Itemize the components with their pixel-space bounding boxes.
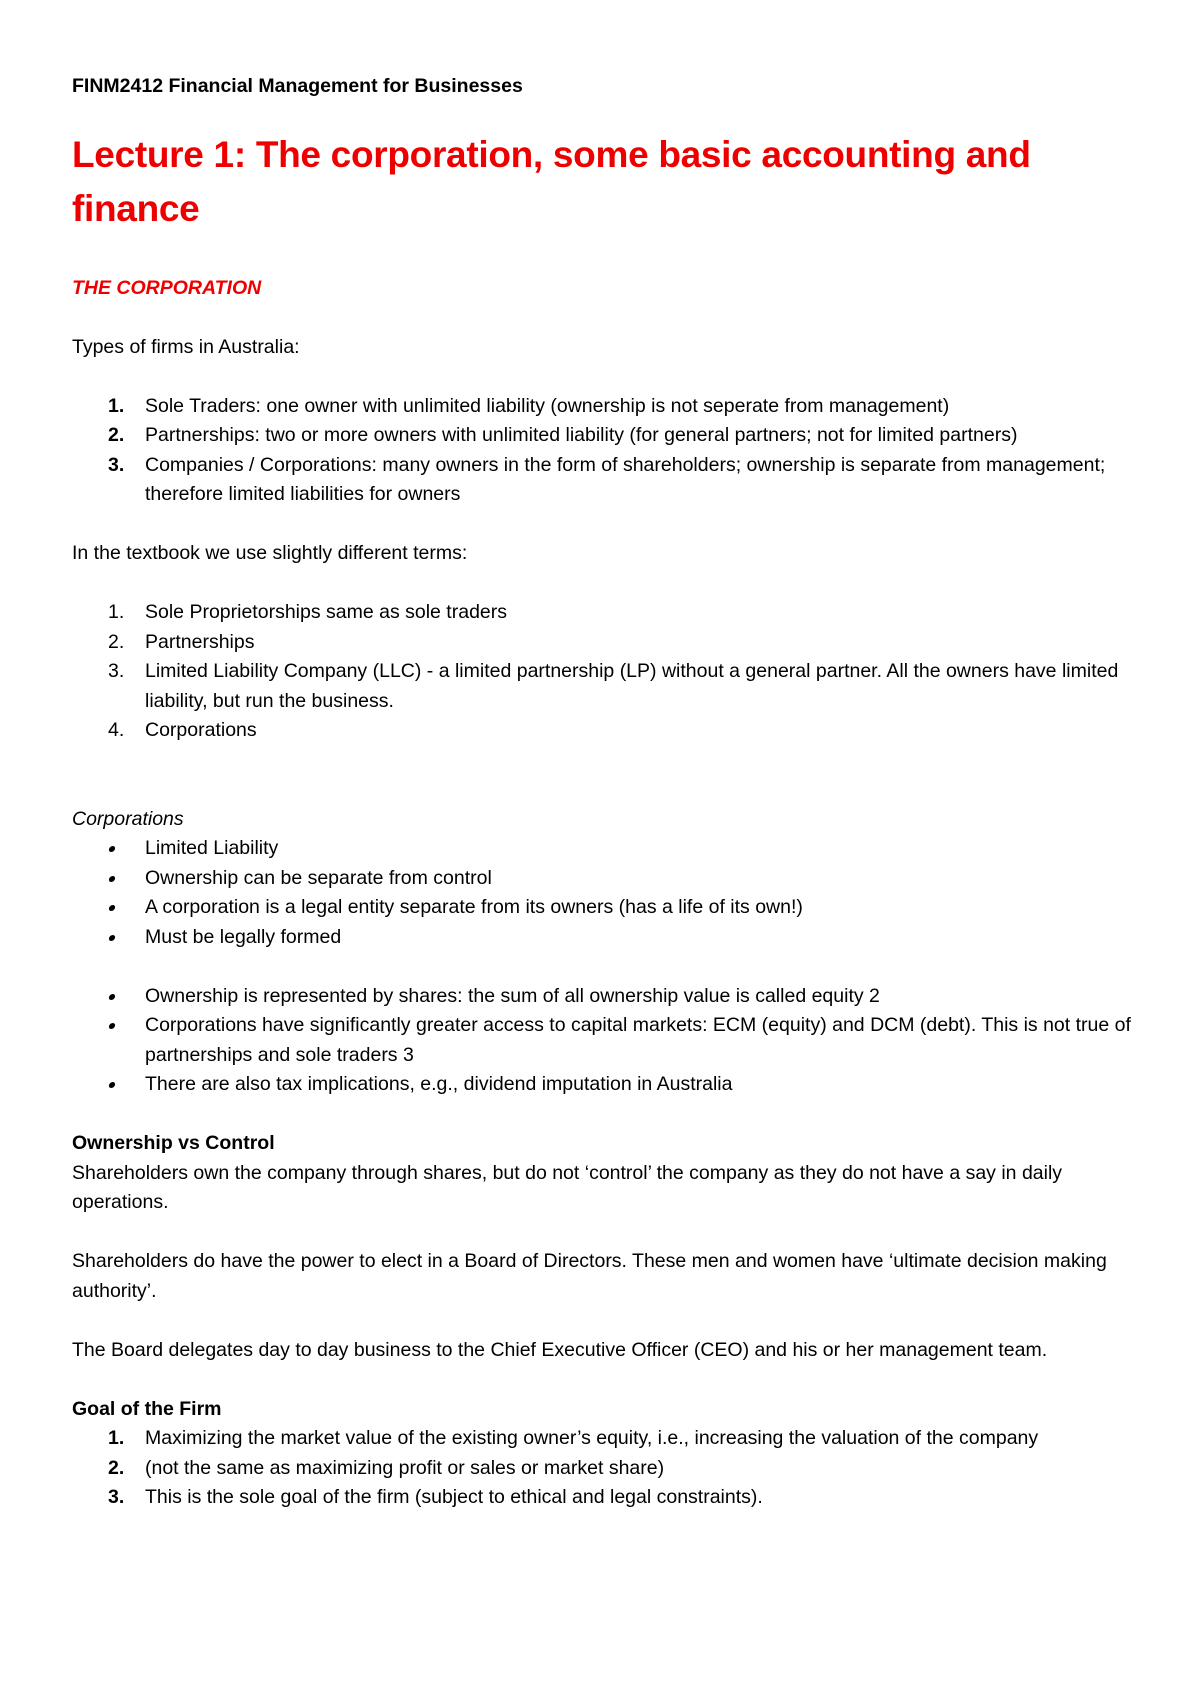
bullet-icon [108,1023,116,1029]
list-item [72,1424,1132,1454]
list-marker: 3. [108,660,125,682]
list-item [72,628,1132,658]
list-item [72,1070,1132,1100]
list-item [72,1454,1132,1484]
list-marker: 3. [108,453,125,476]
section-heading-corporation: THE CORPORATION [72,276,262,299]
list-item-text: Companies / Corporations: many owners in the form of shareholders; ownership is separate from management; therefore limited liabilities for owners [145,453,1106,505]
list-marker: 1. [108,1427,125,1449]
bullet-icon [108,846,116,852]
corporations-heading: Corporations [72,807,184,830]
list-item [72,451,1132,510]
list-item [72,1011,1132,1070]
list-marker: 4. [108,719,125,741]
list-item [72,421,1132,451]
ownership-paragraph-1: Shareholders own the company through shares, but do not ‘control’ the company as they do not have a say in daily operations. [72,1161,1063,1213]
list-item-text: Sole Traders: one owner with unlimited liability (ownership is not seperate from management) [145,394,950,417]
list-item [72,893,1132,923]
list-item-text: Limited Liability [145,837,279,859]
firm-types-list [72,392,1132,510]
goal-list [72,1424,1132,1513]
bullet-icon [108,905,116,911]
list-item [72,864,1132,894]
bullet-icon [108,994,116,1000]
list-item-text: A corporation is a legal entity separate from its owners (has a life of its own!) [145,896,803,918]
document-page [72,72,1132,1513]
list-item-text: Partnerships [145,630,255,653]
list-item [72,1483,1132,1513]
list-item [72,923,1132,953]
bullet-icon [108,935,116,941]
corporations-bullets-b [72,982,1132,1100]
types-intro: Types of firms in Australia: [72,335,300,358]
list-item-text: Corporations have significantly greater access to capital markets: ECM (equity) and DCM (debt). This is not true of partnerships and sole traders 3 [145,1014,1131,1066]
list-item-text: (not the same as maximizing profit or sales or market share) [145,1456,665,1479]
list-marker: 2. [108,1456,125,1479]
course-title: FINM2412 Financial Management for Businesses [72,75,523,97]
list-item [72,598,1132,628]
list-item [72,982,1132,1012]
list-marker: 2. [108,424,125,446]
bullet-icon [108,876,116,882]
list-item-text: Corporations [145,719,257,741]
list-item-text: Partnerships: two or more owners with unlimited liability (for general partners; not for limited partners) [145,424,1018,446]
list-marker: 1. [108,601,125,623]
goal-heading: Goal of the Firm [72,1397,222,1420]
list-item-text: Sole Proprietorships same as sole traders [145,601,507,623]
list-item-text: There are also tax implications, e.g., dividend imputation in Australia [145,1073,733,1095]
list-item-text: Must be legally formed [145,925,342,948]
list-item-text: Limited Liability Company (LLC) - a limited partnership (LP) without a general partner. All the owners have limited liability, but run the business. [145,660,1119,712]
list-item [72,834,1132,864]
list-marker: 1. [108,394,125,417]
textbook-intro: In the textbook we use slightly different terms: [72,542,468,564]
list-marker: 2. [108,630,125,653]
textbook-terms-list [72,598,1132,746]
list-marker: 3. [108,1486,125,1508]
list-item [72,392,1132,422]
list-item [72,716,1132,746]
lecture-title: Lecture 1: The corporation, some basic accounting and finance [72,133,1031,229]
list-item-text: This is the sole goal of the firm (subject to ethical and legal constraints). [145,1486,763,1508]
ownership-paragraph-2: Shareholders do have the power to elect in a Board of Directors. These men and women have ‘ultimate decision making authority’. [72,1250,1107,1302]
list-item-text: Maximizing the market value of the existing owner’s equity, i.e., increasing the valuation of the company [145,1427,1039,1449]
list-item-text: Ownership can be separate from control [145,866,492,889]
corporations-bullets-a [72,834,1132,952]
ownership-control-heading: Ownership vs Control [72,1132,275,1154]
list-item-text: Ownership is represented by shares: the sum of all ownership value is called equity 2 [145,984,880,1007]
ownership-paragraph-3: The Board delegates day to day business to the Chief Executive Officer (CEO) and his or her management team. [72,1338,1048,1361]
bullet-icon [108,1082,116,1088]
list-item [72,657,1132,716]
